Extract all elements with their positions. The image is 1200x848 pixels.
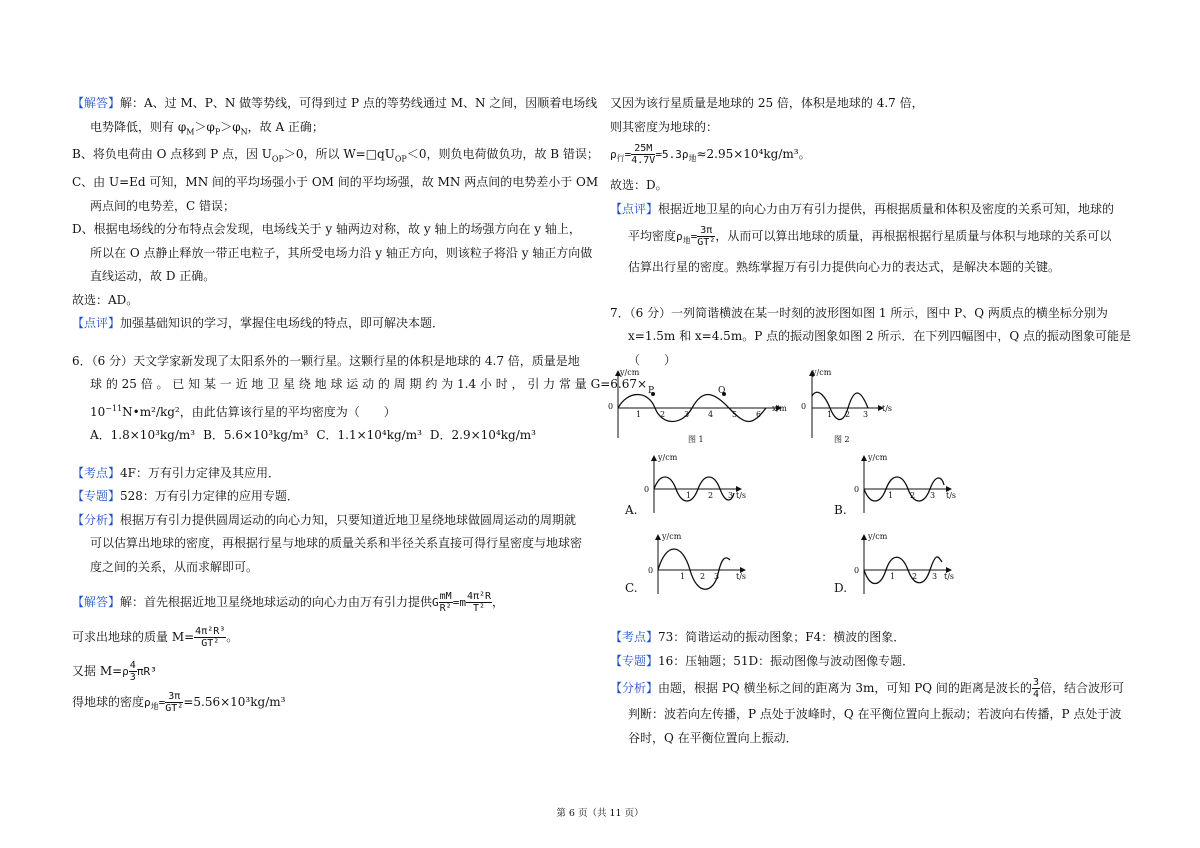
formula-density: $\frac{3\pi}{\text{GT²}}$ <box>165 691 184 715</box>
right-bottom-section <box>610 626 1132 750</box>
answer-choice-d: 故选：D。 <box>610 178 668 193</box>
question-6-line3: $10^{-11}N•m^2$/kg²，由此估算该行星的平均密度为（ ） <box>90 403 396 419</box>
question-7-line2: x=1.5m 和 x=4.5m。P 点的振动图象如图 2 所示．在下列四幅图中，Q 点的振动图象可能是 <box>628 329 1132 344</box>
answer-d-line3: 直线运动，故 D 正确。 <box>90 269 216 284</box>
formula-mass: $\frac{\text{4π²R³}}{\text{GT²}}$ <box>195 626 226 650</box>
comment-line2: 平均密度$\rho_地=$ $\frac{3\pi}{\text{GT²}}$ ，从而可以算出地球的质量，再根据根据行星质量与体积与地球的关系可以 <box>628 225 1112 249</box>
q7-kaodian-line: 【考点】73：简谐运动的振动图象；F4：横波的图象． <box>610 630 906 644</box>
option-c-graph[interactable]: y/cm 0 1 2 3 t/s <box>652 534 752 596</box>
page-footer: 第 6 页（共 11 页） <box>556 808 644 819</box>
density-ratio-line: 则其密度为地球的： <box>610 119 719 134</box>
question-7-line3: （ ） <box>628 352 677 367</box>
answer-a-line2: 电势降低，则有 $\varphi_M>\varphi_P>\varphi_N$，故 A 正确； <box>90 119 324 136</box>
option-a-graph[interactable]: y/cm 0 1 2 3 t/s <box>644 453 747 500</box>
question-7-line1: 7．（6 分）一列简谐横波在某一时刻的波形图如图 1 所示，图中 P、Q 两质点的横坐标分别为 <box>610 305 1108 320</box>
option-a: A．1.8×10³kg/m³ <box>90 428 196 443</box>
density-line: 得地球的密度$\rho_地=$ $\frac{3\pi}{\text{GT²}}$ =5.56×10³kg/m³ <box>72 691 286 715</box>
kaodian-line: 【考点】4F：万有引力定律及其应用． <box>72 465 280 480</box>
fenxi-line3: 度之间的关系，从而求解即可。 <box>90 559 259 574</box>
formula-4pi2r-t2: $\frac{\text{4π²R}}{\text{T²}}$ <box>466 591 492 615</box>
zhuanti-line: 【专题】528：万有引力定律的应用专题． <box>72 489 299 504</box>
figure-2-vibration: y/cm 0 1 2 3 t/s 图 2 <box>801 368 893 444</box>
option-a-label[interactable]: A. <box>625 503 638 517</box>
right-column <box>610 92 1132 372</box>
option-d-label[interactable]: D. <box>834 581 848 595</box>
answer-c-line2: 两点间的电势差，C 错误； <box>90 198 235 213</box>
question-6-line2: 球 的 25 倍 。 已 知 某 一 近 地 卫 星 绕 地 球 运 动 的 周 期 约 为 1.4 小 时 ， 引 力 常 量 G=6.67× <box>90 377 648 392</box>
option-d-graph[interactable]: y/cm 0 1 2 3 t/s <box>858 534 958 596</box>
q7-zhuanti-line: 【专题】16：压轴题；51D：振动图像与波动图像专题． <box>610 653 915 668</box>
q7-fenxi-line1: 【分析】由题，根据 PQ 横坐标之间的距离为 3m，可知 PQ 间的距离是波长的 $\frac{3}{4}$ 倍，结合波形可 <box>610 677 1124 700</box>
answer-a-line: 【解答】解：A、过 M、P、N 做等势线，可得到过 P 点的等势线通过 M、N 之间，因顺着电场线 <box>72 96 598 110</box>
option-c-label[interactable]: C. <box>625 581 638 595</box>
figure-1-wave: y/cm P Q 0 1 2 3 4 5 6 x/m 图 1 <box>608 368 787 444</box>
option-c: C．1.1×10⁴kg/m³ <box>316 428 422 443</box>
answer-tag: 【解答】 <box>72 96 121 110</box>
option-d: D．2.9×10⁴kg/m³ <box>429 428 536 443</box>
answer-d-line: D、根据电场线的分布特点会发现，电场线关于 y 轴两边对称，故 y 轴上的场强方向在 y 轴上， <box>72 222 581 237</box>
fenxi-line2: 可以估算出地球的密度，再根据行星与地球的质量关系和半径关系直接可得行星密度与地球密 <box>90 536 583 551</box>
q7-fenxi-line3: 谷时，Q 在平衡位置向上振动． <box>628 730 798 745</box>
answer-c-line: C、由 U=Ed 可知，MN 间的平均场强小于 OM 间的平均场强，故 MN 两点间的电势差小于 OM <box>72 175 599 190</box>
formula-gmm-r2: $\frac{mM}{\text{R²}}$ <box>439 591 452 615</box>
comment-line: 【点评】加强基础知识的学习，掌握住电场线的特点，即可解决本题． <box>72 316 445 331</box>
option-b: B．5.6×10³kg/m³ <box>203 428 309 443</box>
option-b-graph[interactable]: y/cm 0 1 2 3 t/s <box>854 453 957 500</box>
fenxi-line1: 【分析】根据万有引力提供圆周运动的向心力知，只要知道近地卫星绕地球做圆周运动的周期就 <box>72 512 577 527</box>
q7-fenxi-line2: 判断：波若向左传播，P 点处于波峰时，Q 在平衡位置向上振动；若波向右传播，P 点处于波 <box>628 707 1122 721</box>
planet-density-line: $\rho_行=$ $\frac{25M}{4.7V}$ $=5.3\rho_地\approx 2.95\times 10^4kg/m^3$。 <box>610 143 811 166</box>
choice-line: 故选：AD。 <box>72 292 139 307</box>
question-6-line1: 6．（6 分）天文学家新发现了太阳系外的一颗行星。这颗行星的体积是地球的 4.7 倍，质量是地 <box>72 353 580 368</box>
comment-line3: 估算出行星的密度。熟练掌握万有引力提供向心力的表达式，是解决本题的关键。 <box>628 260 1061 275</box>
answer-d-line2: 所以在 O 点静止释放一带正电粒子，其所受电场力沿 y 轴正方向，则该粒子将沿 y 轴正方向做 <box>90 245 593 260</box>
option-b-label[interactable]: B. <box>834 503 847 517</box>
mass-line: 可求出地球的质量 M= $\frac{\text{4π²R³}}{\text{GT²}}$ 。 <box>72 626 239 650</box>
jieda-line: 【解答】解：首先根据近地卫星绕地球运动的向心力由万有引力提供G $\frac{mM}{\text{R²}}$ =m $\frac{\text{4π²R}}{\text{T²}}$ ， <box>72 591 505 615</box>
answer-b-line: B、将负电荷由 O 点移到 P 点，因 $U_{OP}>0$，所以 $W=□qU_{OP}<0$，则负电荷做负功，故 B 错误； <box>72 147 599 164</box>
volume-line: 又据 M=ρ $\frac{4}{3}$ πR³ <box>72 660 157 684</box>
question-6-options <box>72 424 594 448</box>
comment-line1: 【点评】根据近地卫星的向心力由万有引力提供，再根据质量和体积及密度的关系可知，地球的 <box>610 201 1115 216</box>
ratio-line: 又因为该行星质量是地球的 25 倍，体积是地球的 4.7 倍， <box>610 96 924 110</box>
